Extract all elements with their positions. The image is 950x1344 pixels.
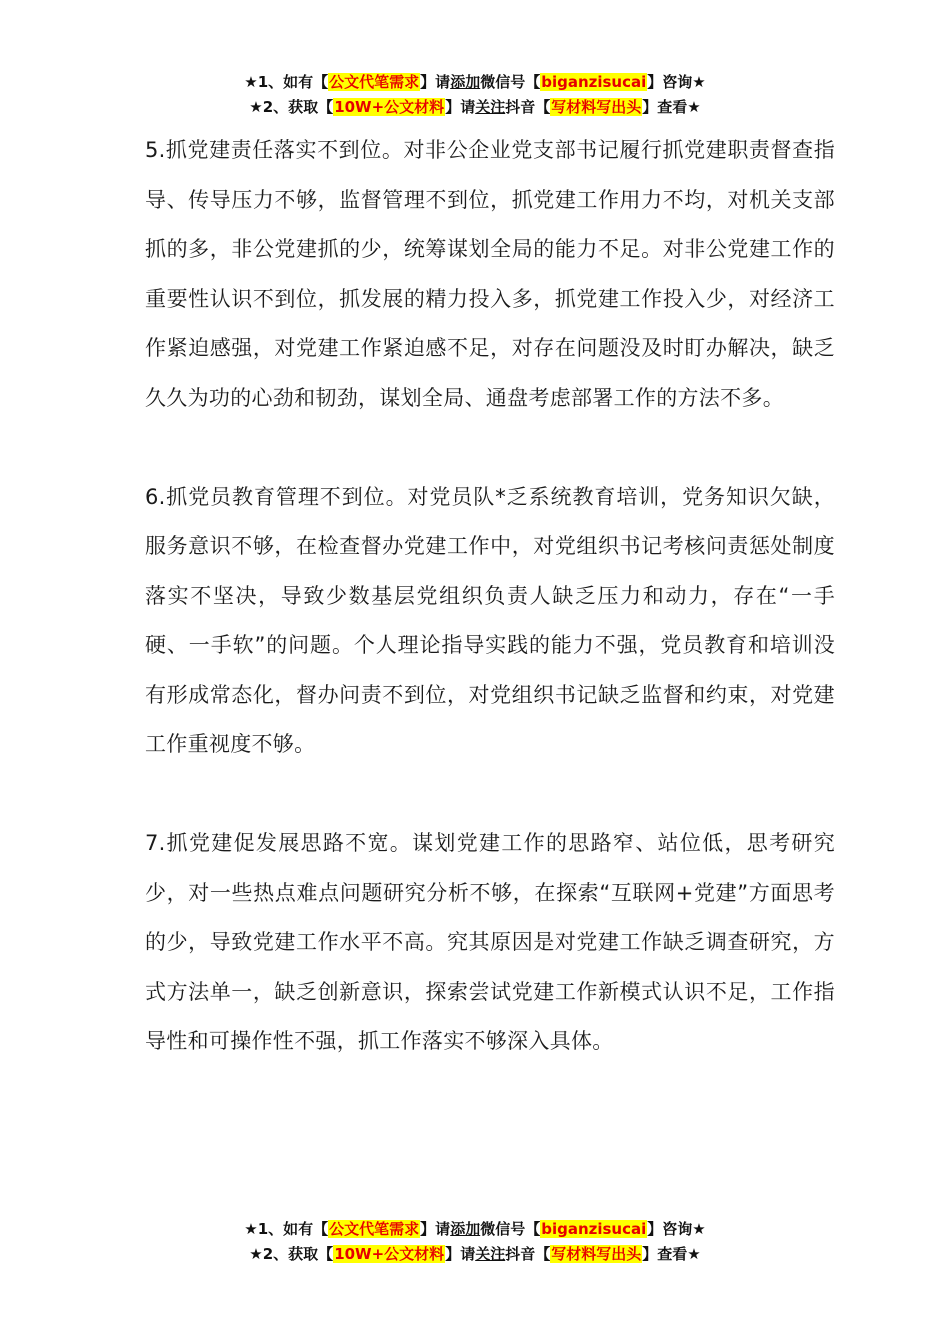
banner-text: 微信号【 bbox=[480, 73, 541, 91]
banner-text: ★1、如有【 bbox=[244, 1220, 329, 1238]
banner-text: 】请 bbox=[420, 73, 451, 91]
banner-highlight: biganzisucai bbox=[541, 1220, 647, 1238]
top-banner bbox=[0, 70, 950, 120]
banner-text: ★2、获取【 bbox=[249, 98, 334, 116]
banner-text: 微信号【 bbox=[480, 1220, 541, 1238]
document-body bbox=[145, 126, 835, 1116]
banner-line-2 bbox=[0, 95, 950, 120]
paragraph-5: 5.抓党建责任落实不到位。对非公企业党支部书记履行抓党建职责督查指导、传导压力不够，监督管理不到位，抓党建工作用力不均，对机关支部抓的多，非公党建抓的少，统筹谋划全局的能力不足。对非公党建工作的重要性认识不到位，抓发展的精力投入多，抓党建工作投入少，对经济工作紧迫感强，对党建工作紧迫感不足，对存在问题没及时盯办解决，缺乏久久为功的心劲和韧劲，谋划全局、通盘考虑部署工作的方法不多。 bbox=[145, 138, 835, 410]
banner-highlight: biganzisucai bbox=[541, 73, 647, 91]
banner-text: 抖音【 bbox=[505, 98, 551, 116]
bottom-banner bbox=[0, 1217, 950, 1267]
banner-text: 】咨询★ bbox=[647, 73, 706, 91]
banner-line-1 bbox=[0, 1217, 950, 1242]
paragraph-6: 6.抓党员教育管理不到位。对党员队*乏系统教育培训，党务知识欠缺，服务意识不够，在检查督办党建工作中，对党组织书记考核问责惩处制度落实不坚决，导致少数基层党组织负责人缺乏压力和动力，存在“一手硬、一手软”的问题。个人理论指导实践的能力不强，党员教育和培训没有形成常态化，督办问责不到位，对党组织书记缺乏监督和约束，对党建工作重视度不够。 bbox=[145, 484, 835, 756]
banner-text: ★1、如有【 bbox=[244, 73, 329, 91]
banner-highlight: 10W+公文材料 bbox=[334, 1245, 445, 1263]
banner-line-2 bbox=[0, 1242, 950, 1267]
banner-underlined: 添加 bbox=[450, 73, 481, 91]
banner-underlined: 关注 bbox=[475, 1245, 506, 1263]
banner-text: 】咨询★ bbox=[647, 1220, 706, 1238]
banner-underlined: 关注 bbox=[475, 98, 506, 116]
banner-text: 】查看★ bbox=[642, 98, 701, 116]
paragraph-7: 7.抓党建促发展思路不宽。谋划党建工作的思路窄、站位低，思考研究少，对一些热点难点问题研究分析不够，在探索“互联网+党建”方面思考的少，导致党建工作水平不高。究其原因是对党建工作缺乏调查研究，方式方法单一，缺乏创新意识，探索尝试党建工作新模式认识不足，工作指导性和可操作性不强，抓工作落实不够深入具体。 bbox=[145, 831, 835, 1053]
banner-highlight: 10W+公文材料 bbox=[334, 98, 445, 116]
banner-text: 】查看★ bbox=[642, 1245, 701, 1263]
banner-line-1 bbox=[0, 70, 950, 95]
banner-text: ★2、获取【 bbox=[249, 1245, 334, 1263]
banner-text: 】请 bbox=[445, 98, 476, 116]
banner-text: 】请 bbox=[420, 1220, 451, 1238]
banner-text: 】请 bbox=[445, 1245, 476, 1263]
banner-highlight: 公文代笔需求 bbox=[329, 73, 420, 91]
banner-highlight: 公文代笔需求 bbox=[329, 1220, 420, 1238]
banner-underlined: 添加 bbox=[450, 1220, 481, 1238]
banner-highlight: 写材料写出头 bbox=[551, 1245, 642, 1263]
banner-highlight: 写材料写出头 bbox=[551, 98, 642, 116]
banner-text: 抖音【 bbox=[505, 1245, 551, 1263]
